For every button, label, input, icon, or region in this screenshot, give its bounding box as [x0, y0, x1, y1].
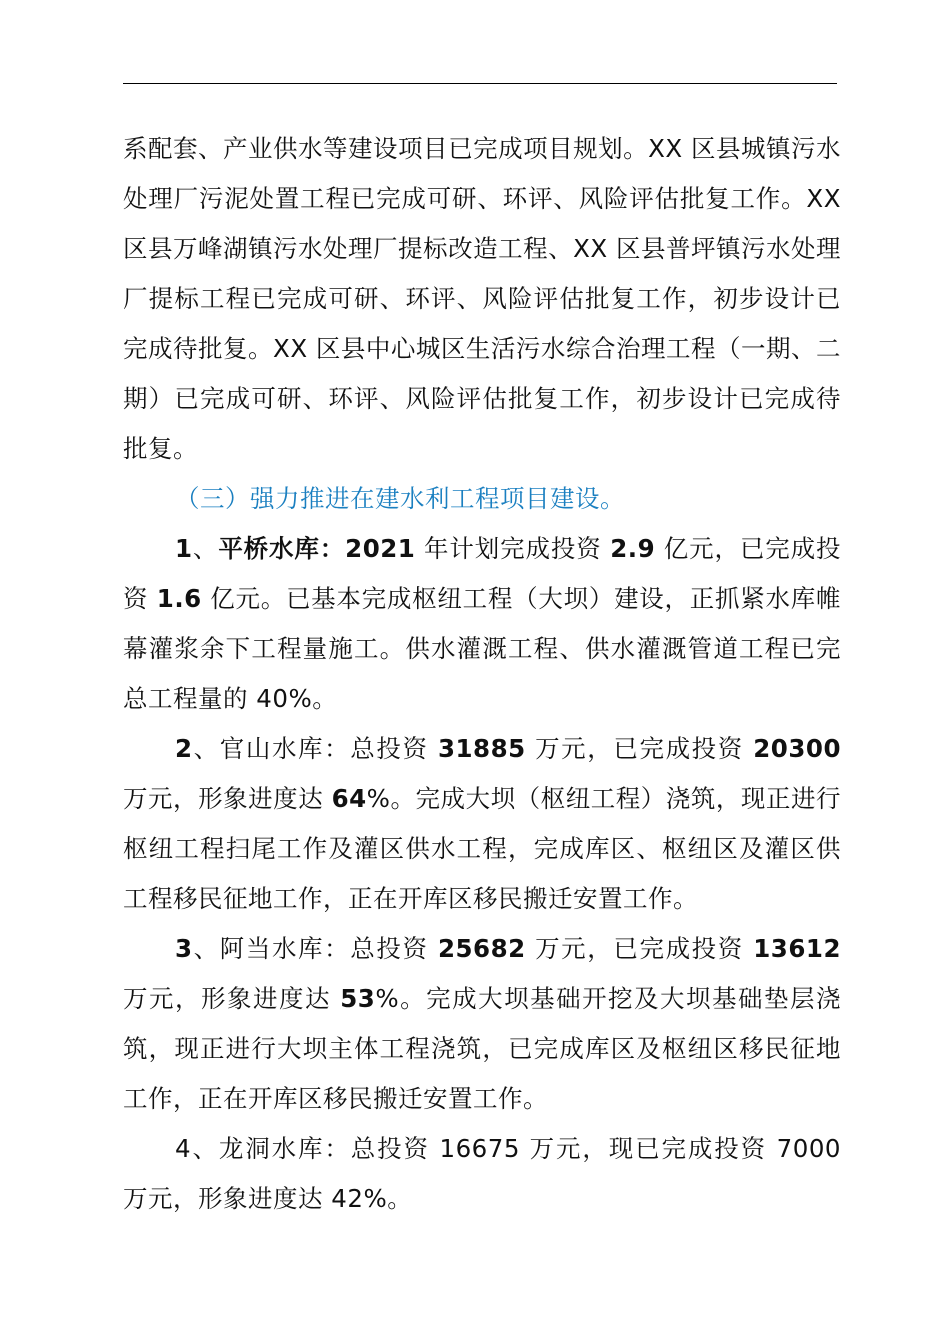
item-separator: 、 [192, 734, 220, 763]
total-investment: 31885 [437, 734, 526, 763]
item-text: 亿元，已完成投资 [123, 534, 842, 613]
item-text: 万元，已完成投资 [525, 734, 754, 763]
item-text: %。完成大坝基础开挖及大坝基础垫层浇筑，现正进行大坝主体工程浇筑，已完成库区及枢纽区移民征地工作，正在开库区移民搬迁安置工作。 [123, 984, 841, 1113]
item-longdong-reservoir: 4、龙洞水库：总投资 16675 万元，现已完成投资 7000 万元，形象进度达 42%。 [123, 1134, 841, 1213]
item-text: %。完成大坝（枢纽工程）浇筑，现正进行枢纽工程扫尾工作及灌区供水工程，完成库区、枢纽区及灌区供工程移民征地工作，正在开库区移民搬迁安置工作。 [123, 784, 841, 913]
progress-percent: 53 [340, 984, 376, 1013]
total-investment: 25682 [437, 934, 526, 963]
item-text: 年计划完成投资 [415, 534, 611, 563]
item-text: 万元，已完成投资 [525, 934, 754, 963]
item-name: 官山水库：总投资 [219, 734, 438, 763]
item-number: 2 [175, 734, 193, 763]
item-name: 平桥水库： [218, 534, 346, 563]
header-rule [123, 83, 837, 84]
plan-year: 2021 [345, 534, 416, 563]
item-text: 万元，形象进度达 [123, 984, 341, 1013]
document-body [123, 124, 841, 1224]
item-number: 3 [175, 934, 193, 963]
item-guanshan-reservoir [123, 724, 841, 924]
item-adang-reservoir [123, 924, 841, 1124]
progress-percent: 64 [331, 784, 367, 813]
planned-investment: 2.9 [610, 534, 656, 563]
section-heading: （三）强力推进在建水利工程项目建设。 [175, 484, 625, 513]
completed-investment: 20300 [753, 734, 841, 763]
item-separator: 、 [192, 934, 220, 963]
item-separator: 、 [192, 534, 219, 563]
paragraph-continuation: 系配套、产业供水等建设项目已完成项目规划。XX 区县城镇污水处理厂污泥处置工程已完成可研、环评、风险评估批复工作。XX 区县万峰湖镇污水处理厂提标改造工程、XX 区县普坪镇污水处理厂提标工程已完成可研、环评、风险评估批复工作，初步设计已完成待批复。XX 区县中心城区生活污水综合治理工程（一期、二期）已完成可研、环评、风险评估批复工作，初步设计已完成待批复。 [123, 134, 841, 463]
item-number: 1 [175, 534, 193, 563]
item-text: 亿元。已基本完成枢纽工程（大坝）建设，正抓紧水库帷幕灌浆余下工程量施工。供水灌溉工程、供水灌溉管道工程已完总工程量的 40%。 [123, 584, 841, 713]
item-pingqiao-reservoir [123, 524, 841, 724]
completed-investment: 13612 [753, 934, 841, 963]
completed-investment: 1.6 [156, 584, 202, 613]
item-name: 阿当水库：总投资 [219, 934, 438, 963]
item-text: 万元，形象进度达 [123, 784, 332, 813]
